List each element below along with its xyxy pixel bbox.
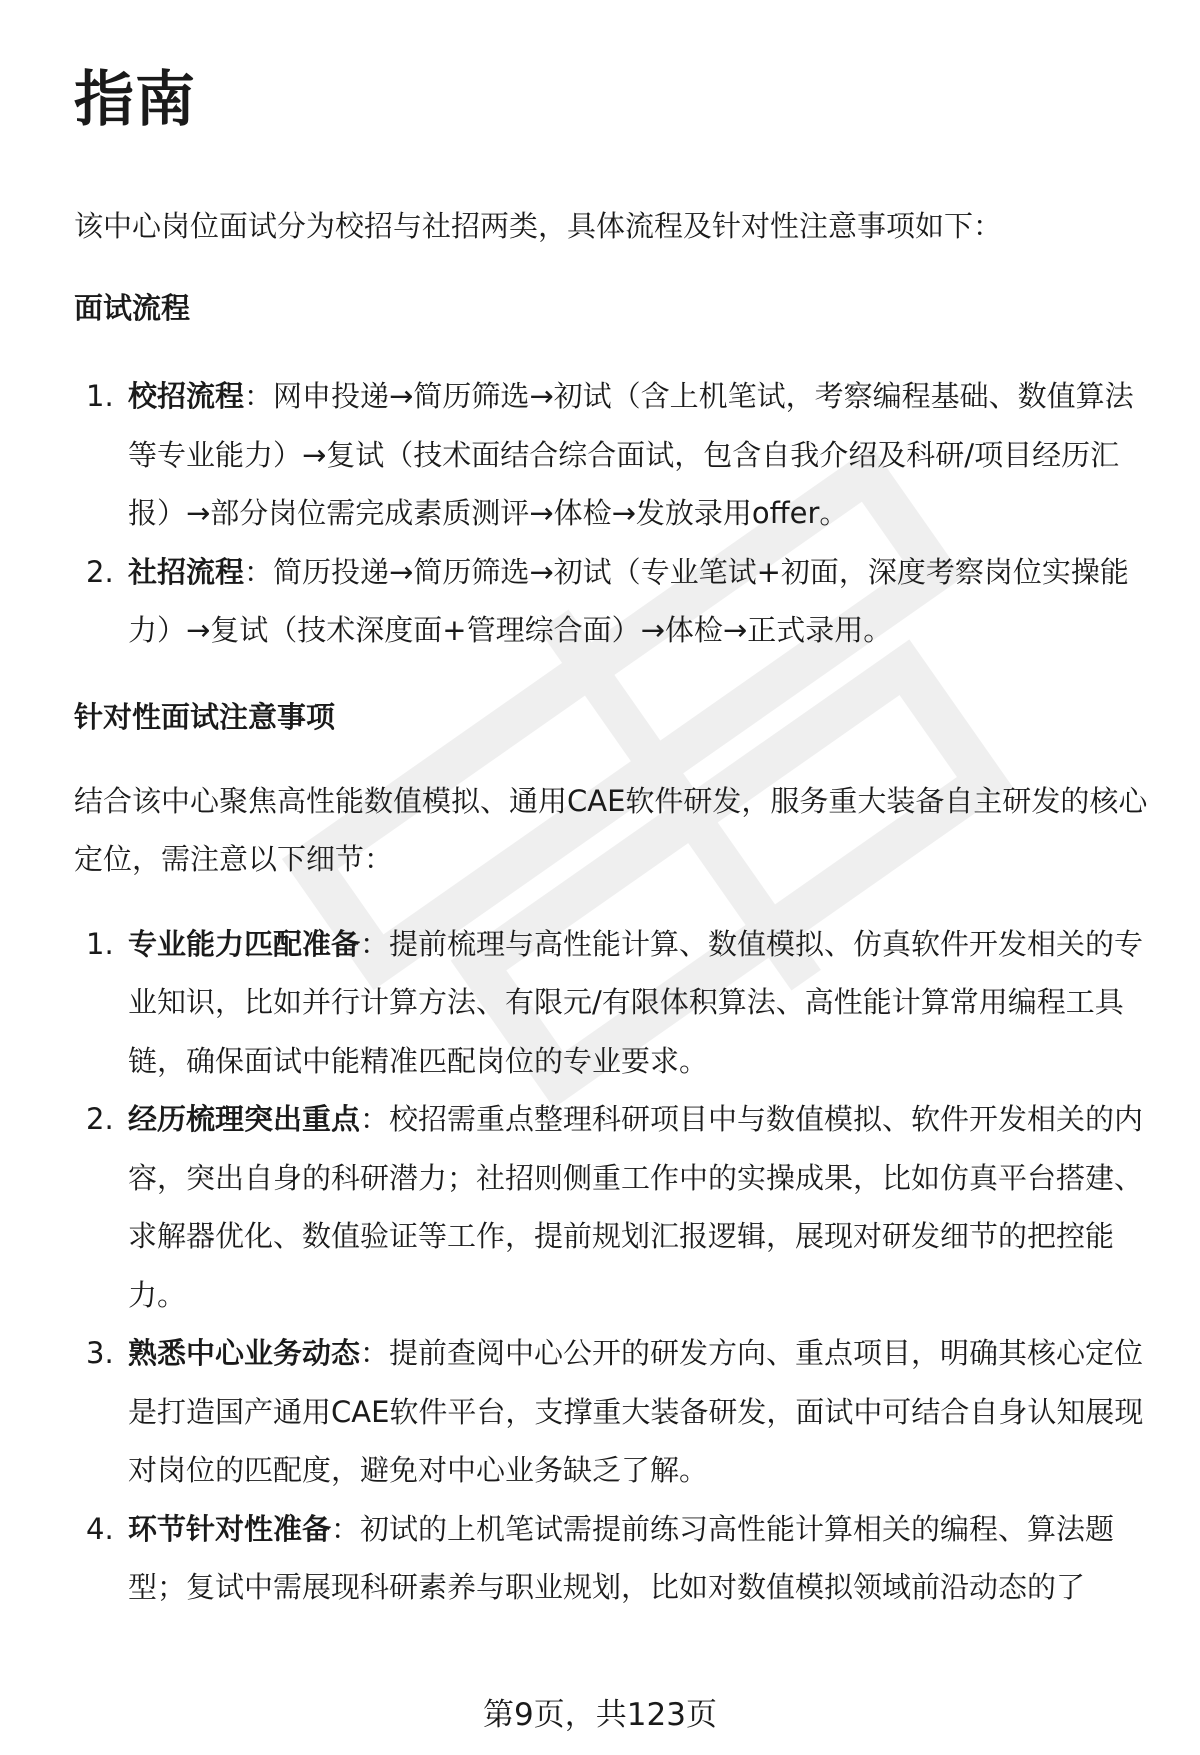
list-number: 3. [86, 1336, 114, 1370]
item-label: 熟悉中心业务动态 [128, 1336, 361, 1370]
section-heading-process: 面试流程 [74, 291, 191, 325]
notes-list [74, 915, 1154, 1617]
item-label: 校招流程 [128, 379, 245, 413]
process-list [74, 367, 1154, 660]
notes-item [74, 915, 1154, 1091]
list-number: 2. [86, 1102, 114, 1136]
process-item [74, 543, 1154, 660]
item-label: 环节针对性准备 [128, 1511, 332, 1546]
notes-intro: 结合该中心聚焦高性能数值模拟、通用CAE软件研发，服务重大装备自主研发的核心定位，需注意以下细节： [74, 783, 1148, 876]
page-title: 指南 [74, 65, 196, 135]
notes-item [74, 1090, 1154, 1324]
item-label: 社招流程 [128, 554, 245, 589]
item-text: ：提前梳理与高性能计算、数值模拟、仿真软件开发相关的专业知识，比如并行计算方法、有限元/有限体积算法、高性能计算常用编程工具链，确保面试中能精准匹配岗位的专业要求。 [128, 926, 1144, 1078]
item-text: ：网申投递→简历筛选→初试（含上机笔试，考察编程基础、数值算法等专业能力）→复试（技术面结合综合面试，包含自我介绍及科研/项目经历汇报）→部分岗位需完成素质测评→体检→发放录用offer。 [128, 379, 1134, 530]
main-content [74, 60, 1154, 1617]
item-text: ：初试的上机笔试需提前练习高性能计算相关的编程、算法题型；复试中需展现科研素养与职业规划，比如对数值模拟领域前沿动态的了 [128, 1511, 1115, 1604]
item-label: 专业能力匹配准备 [128, 926, 361, 961]
item-text: ：简历投递→简历筛选→初试（专业笔试+初面，深度考察岗位实操能力）→复试（技术深度面+管理综合面）→体检→正式录用。 [128, 554, 1129, 647]
notes-item [74, 1500, 1154, 1617]
item-text: ：提前查阅中心公开的研发方向、重点项目，明确其核心定位是打造国产通用CAE软件平台，支撑重大装备研发，面试中可结合自身认知展现对岗位的匹配度，避免对中心业务缺乏了解。 [128, 1336, 1144, 1487]
list-number: 2. [86, 554, 114, 589]
list-number: 1. [86, 379, 114, 413]
process-item [74, 367, 1154, 543]
notes-item [74, 1324, 1154, 1500]
list-number: 1. [86, 926, 114, 961]
item-label: 经历梳理突出重点 [128, 1102, 361, 1136]
page-footer: 第9页，共123页 [483, 1697, 717, 1733]
section-heading-notes: 针对性面试注意事项 [74, 699, 336, 734]
intro-paragraph: 该中心岗位面试分为校招与社招两类，具体流程及针对性注意事项如下： [74, 209, 1003, 243]
list-number: 4. [86, 1511, 114, 1546]
item-text: ：校招需重点整理科研项目中与数值模拟、软件开发相关的内容，突出自身的科研潜力；社招则侧重工作中的实操成果，比如仿真平台搭建、求解器优化、数值验证等工作，提前规划汇报逻辑，展现对研发细节的把控能力。 [128, 1102, 1144, 1312]
